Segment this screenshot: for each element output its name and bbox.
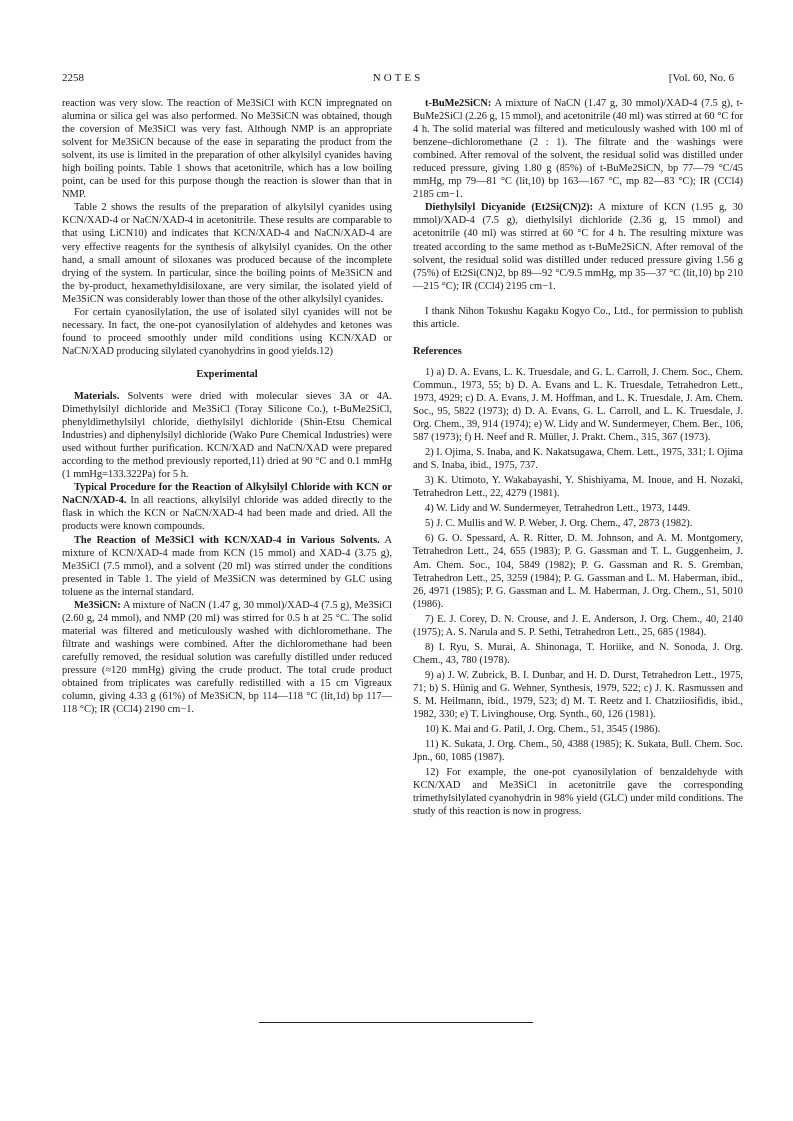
acknowledgement: I thank Nihon Tokushu Kagaku Kogyo Co., Ltd., for permission to publish this article.: [413, 305, 743, 330]
reference-item: 9) a) J. W. Zubrick, B. I. Dunbar, and H. D. Durst, Tetrahedron Lett., 1975, 71; b) S. Hünig and G. Wehner, Synthesis, 1979, 522; c) J. K. Rasmussen and S. M. Heilmann, ibid., 1979, 523; d) M. T. Reetz and I. Chatziiosifidis, ibid., 1982, 330; e) T. Livinghouse, Org. Synth., 60, 126 (1981).: [413, 669, 743, 721]
paragraph: [62, 599, 392, 716]
run-in-heading: The Reaction of Me3SiCl with KCN/XAD-4 in Various Solvents.: [74, 534, 380, 546]
volume-info: [Vol. 60, No. 6: [668, 72, 734, 84]
paragraph-text: A mixture of KCN (1.95 g, 30 mmol)/XAD-4 (7.5 g), diethylsilyl dichloride (2.36 g, 15 mmol) and acetonitrile (40 ml) was stirred at 60 °C for 4 h. The resulting mixture was treated according to the same method as t-BuMe2SiCN. After removal of the solvent, the residual solid was distilled under reduced pressure giving 1.56 g (75%) of Et2Si(CN)2, bp 89—92 °C/9.5 mmHg, mp 35—37 °C (lit,10) bp 210—215 °C); IR (CCl4) 2195 cm−1.: [413, 202, 744, 292]
paragraph: [62, 390, 392, 481]
reference-item: 6) G. O. Spessard, A. R. Ritter, D. M. Johnson, and A. M. Montgomery, Tetrahedron Lett., 24, 655 (1983); P. G. Gassman and T. L. Guggenheim, J. Am. Chem. Soc., 104, 5849 (1982); P. G. Gassman and R. S. Gremban, Tetrahedron Lett., 25, 3259 (1984); P. G. Gassman and L. M. Haberman, ibid., 26, 4971 (1985); P. G. Gassman and L. M. Haberman, J. Org. Chem., 51, 5010 (1986).: [413, 533, 743, 610]
paragraph: [62, 534, 392, 599]
paragraph: [413, 201, 743, 292]
reference-item: 5) J. C. Mullis and W. P. Weber, J. Org. Chem., 47, 2873 (1982).: [425, 518, 693, 530]
right-column: [413, 97, 743, 820]
reference-item: 12) For example, the one-pot cyanosilylation of benzaldehyde with KCN/XAD and Me3SiCl in acetonitrile gave the corresponding trimethylsilylated cyanohydrin in 98% yield (GLC) under mild conditions. The study of this reaction is now in progress.: [413, 767, 743, 818]
left-column: [62, 97, 392, 716]
paragraph-text: Solvents were dried with molecular sieves 3A or 4A. Dimethylsilyl dichloride and Me3SiCl (Toray Silicone Co.), t-BuMe2SiCl, phenyldimethylsilyl chloride, diethylsilyl dichloride (Shin-Etsu Chemical Industries) and diphenylsilyl dichloride (Wako Pure Chemical Industries) were used without further purification. KCN/XAD and NaCN/XAD were prepared according to the method previously reported,11) dried at 90 °C and 0.1 mmHg (1 mmHg=133.322Pa) for 5 h.: [62, 390, 392, 481]
run-in-heading: Me3SiCN:: [74, 599, 121, 611]
reference-item: 7) E. J. Corey, D. N. Crouse, and J. E. Anderson, J. Org. Chem., 40, 2140 (1975); A. S. Narula and S. P. Sethi, Tetrahedron Lett., 25, 685 (1984).: [413, 613, 743, 638]
paragraph: [62, 481, 392, 533]
paragraph: Table 2 shows the results of the preparation of alkylsilyl cyanides using KCN/XAD-4 or NaCN/XAD-4 in acetonitrile. These results are comparable to that using LiCN10) and indicates that KCN/XAD-4 and NaCN/XAD-4 are very effective reagents for the synthesis of alkylsilyl cyanides. On the other hand, a small amount of siloxanes was produced because of the incomplete drying of the system. In particular, since the boiling points of Me3SiCN and the by-product, hexamethyldisiloxane, are very similar, the isolated yield of Me3SiCN was considerably lower than those of the other alkylsilyl cyanides.: [62, 202, 392, 305]
references-heading: References: [413, 345, 462, 357]
reference-item: 4) W. Lidy and W. Sundermeyer, Tetrahedron Lett., 1973, 1449.: [425, 503, 691, 515]
page-number: 2258: [62, 72, 84, 84]
reference-item: 10) K. Mai and G. Patil, J. Org. Chem., 51, 3545 (1986).: [425, 724, 661, 736]
paragraph-text: A mixture of NaCN (1.47 g, 30 mmol)/XAD-4 (7.5 g), t-BuMe2SiCl (2.26 g, 15 mmol), and acetonitrile (40 ml) was stirred at 60 °C for 4 h. The solid material was filtered and meticulously washed with 100 ml of benzene–dichloromethane (2 : 1). The filtrate and the washings were combined. After removal of the solvent, the residual solid was distilled under reduced pressure, giving 1.80 g (85%) of t-BuMe2SiCN, bp 77—79 °C/45 mmHg, mp 79—81 °C (lit,10) bp 163—167 °C, mp 82—83 °C); IR (CCl4) 2185 cm−1.: [413, 98, 743, 201]
paragraph-text: In all reactions, alkylsilyl chloride was added directly to the flask in which the KCN or NaCN/XAD-4 had been made and dried. All the products were known compounds.: [62, 495, 392, 533]
run-in-heading: t-BuMe2SiCN:: [425, 98, 492, 109]
run-in-heading: Typical Procedure for the Reaction of Alkylsilyl Chloride with KCN or NaCN/XAD-4.: [62, 482, 392, 507]
end-rule: [259, 1022, 533, 1023]
paragraph-text: A mixture of KCN/XAD-4 made from KCN (15 mmol) and XAD-4 (3.75 g), Me3SiCl (7.5 mmol), and a solvent (20 ml) was stirred under the conditions presented in Table 1. The yield of Me3SiCN was determined by GLC using toluene as the internal standard.: [62, 534, 393, 598]
page-header: [62, 72, 734, 88]
reference-item: 3) K. Utimoto, Y. Wakabayashi, Y. Shishiyama, M. Inoue, and H. Nozaki, Tetrahedron Lett., 22, 4279 (1981).: [413, 475, 743, 500]
reference-item: 1) a) D. A. Evans, L. K. Truesdale, and G. L. Carroll, J. Chem. Soc., Chem. Commun., 1973, 55; b) D. A. Evans and L. K. Truesdale, Tetrahedron Lett., 1973, 4929; c) D. A. Evans, J. M. Hoffman, and L. K. Truesdale, J. Am. Chem. Soc., 95, 5822 (1973); d) D. A. Evans, G. L. Carroll, and L. K. Truesdale, J. Org. Chem., 39, 914 (1974); e) W. Lidy and W. Sundermeyer, Chem. Ber., 106, 587 (1973); f) H. Neef and R. Müller, J. Prakt. Chem., 315, 367 (1973).: [413, 366, 743, 444]
section-heading: Experimental: [196, 368, 258, 380]
reference-item: 2) I. Ojima, S. Inaba, and K. Nakatsugawa, Chem. Lett., 1975, 331; I. Ojima and S. Inaba, ibid., 1975, 737.: [413, 447, 744, 472]
paragraph: reaction was very slow. The reaction of Me3SiCl with KCN impregnated on alumina or silica gel was also performed. No Me3SiCN was obtained, though the coversion of Me3SiCl was very fast. Although NMP is an appropriate solvent for Me3SiCN because of the ease in separating the product from the solvent, its use is limited in the preparation of other alkylsilyl cyanides having high boiling points. Table 1 shows that acetonitrile, which has a low boiling point, can be used for this purpose though the reaction is slower than that in NMP.: [62, 98, 392, 201]
run-in-heading: Diethylsilyl Dicyanide (Et2Si(CN)2):: [425, 202, 594, 214]
reference-item: 8) I. Ryu, S. Murai, A. Shinonaga, T. Horiike, and N. Sonoda, J. Org. Chem., 43, 780 (1978).: [413, 641, 743, 666]
journal-section: NOTES: [372, 72, 424, 84]
reference-item: 11) K. Sukata, J. Org. Chem., 50, 4388 (1985); K. Sukata, Bull. Chem. Soc. Jpn., 60, 1085 (1987).: [413, 739, 743, 764]
paragraph: For certain cyanosilylation, the use of isolated silyl cyanides will not be necessary. In fact, the one-pot cyanosilylation of aldehydes and ketones was found to proceed smoothly under mild conditions using KCN/XAD or NaCN/XAD producing silylated cyanohydrins in good yields.12): [62, 306, 392, 357]
paragraph: [413, 97, 743, 201]
run-in-heading: Materials.: [74, 390, 120, 402]
paragraph-text: A mixture of NaCN (1.47 g, 30 mmol)/XAD-4 (7.5 g), Me3SiCl (2.60 g, 24 mmol), and NMP (20 ml) was stirred for 0.5 h at 25 °C. The solid material was filtered and meticulously washed with dichloromethane. The filtrate and washings were combined. After the dichloromethane had been carefully removed, the residual solution was carefully distilled under reduced pressure (≈120 mmHg) giving the crude product. The total crude product obtained from triplicates was carefully redistilled with a 15 cm Vigreaux column, giving 4.33 g (61%) of Me3SiCN, bp 114—118 °C (lit,1d) bp 117—118 °C); IR (CCl4) 2190 cm−1.: [62, 599, 392, 716]
